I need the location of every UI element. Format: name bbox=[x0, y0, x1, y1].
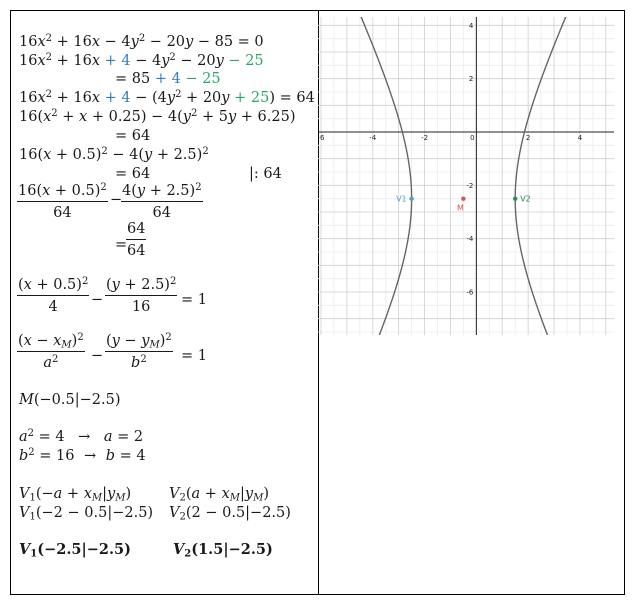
hyperbola-left-branch bbox=[357, 17, 412, 335]
derivation-column bbox=[11, 11, 318, 594]
vertex-1-formula: $V_1(-a + x_M|y_M)$ bbox=[19, 486, 132, 504]
hyperbola-graph bbox=[318, 17, 614, 335]
minor-grid bbox=[318, 17, 614, 335]
graph-canvas bbox=[318, 17, 614, 335]
fraction-y-over-16: $(y + 2.5)^2$ 16 bbox=[106, 276, 177, 315]
minus-sign-1: − bbox=[110, 192, 123, 208]
y-tick-label: 2 bbox=[468, 75, 474, 84]
fraction-general-x: $(x - x_M)^2$ $a^2$ bbox=[18, 332, 84, 371]
point-m bbox=[461, 196, 465, 200]
major-grid bbox=[318, 17, 614, 335]
x-tick-label: -2 bbox=[421, 134, 429, 142]
equals-one-1: = 1 bbox=[181, 292, 207, 308]
y-tick-label: -4 bbox=[466, 235, 474, 244]
x-tick-label: 2 bbox=[525, 134, 531, 142]
equals-one-2: = 1 bbox=[181, 348, 207, 364]
x-tick-label: 0 bbox=[470, 134, 475, 142]
y-tick-label: -6 bbox=[466, 288, 474, 297]
equation-line-3: = 85 + 4 − 25 bbox=[115, 71, 221, 87]
fraction-x-over-64: $16(x + 0.5)^2$ 64 bbox=[18, 182, 107, 221]
point-label-v2: V2 bbox=[520, 194, 531, 204]
vertex-2-formula: $V_2(a + x_M|y_M)$ bbox=[169, 486, 270, 504]
fraction-64-over-64: 64 64 bbox=[127, 221, 146, 259]
point-v2 bbox=[513, 196, 517, 200]
b-value-line: $b^2 = 16 \to b = 4$ bbox=[19, 447, 146, 464]
graph-points bbox=[396, 195, 531, 213]
hyperbola-right-branch bbox=[515, 17, 570, 335]
point-label-m: M bbox=[456, 203, 464, 213]
point-label-v1: V1 bbox=[396, 194, 407, 204]
y-tick-label: -2 bbox=[466, 181, 474, 190]
x-tick-label: -6 bbox=[318, 134, 325, 142]
x-tick-label: 4 bbox=[577, 134, 583, 142]
y-tick-label: 4 bbox=[468, 21, 474, 30]
equation-line-8: = 64 bbox=[115, 166, 151, 182]
vertex-1-substituted: $V_1(-2 - 0.5|-2.5)$ bbox=[19, 505, 154, 523]
fraction-y-over-64: $4(y + 2.5)^2$ 64 bbox=[122, 182, 202, 221]
equation-line-5: $16(x^2 + x + 0.25) - 4(y^2 + 5y + 6.25)$ bbox=[19, 108, 296, 125]
minus-sign-3: − bbox=[91, 348, 104, 364]
a-value-line: $a^2 = 4 \to a = 2$ bbox=[19, 428, 144, 445]
equation-line-7: $16(x + 0.5)^2 - 4(y + 2.5)^2$ bbox=[19, 146, 209, 163]
x-tick-label: -4 bbox=[369, 134, 377, 142]
equation-line-6: = 64 bbox=[115, 128, 151, 144]
vertex-2-result: $V_2(1.5|-2.5)$ bbox=[173, 541, 273, 560]
fraction-x-over-4: $(x + 0.5)^2$ 4 bbox=[18, 276, 89, 315]
divide-note: |: 64 bbox=[249, 166, 282, 182]
vertex-2-substituted: $V_2(2 - 0.5|-2.5)$ bbox=[169, 505, 291, 523]
axes bbox=[318, 17, 614, 335]
minus-sign-2: − bbox=[91, 292, 104, 308]
center-point: M(−0.5|−2.5) bbox=[19, 392, 121, 408]
equation-line-2: $16x^2 + 16x + 4 - 4y^2 - 20y - 25$ bbox=[19, 52, 264, 69]
equation-line-1: $16x^2 + 16x - 4y^2 - 20y - 85 = 0$ bbox=[19, 33, 264, 50]
fraction-general-y: $(y - y_M)^2$ $b^2$ bbox=[106, 332, 172, 371]
vertex-1-result: $V_1(-2.5|-2.5)$ bbox=[19, 541, 131, 560]
equation-line-4: $16x^2 + 16x + 4 - (4y^2 + 20y + 25) = 64$ bbox=[19, 89, 315, 106]
equals-sign-2: = bbox=[115, 237, 128, 253]
point-v1 bbox=[409, 196, 413, 200]
